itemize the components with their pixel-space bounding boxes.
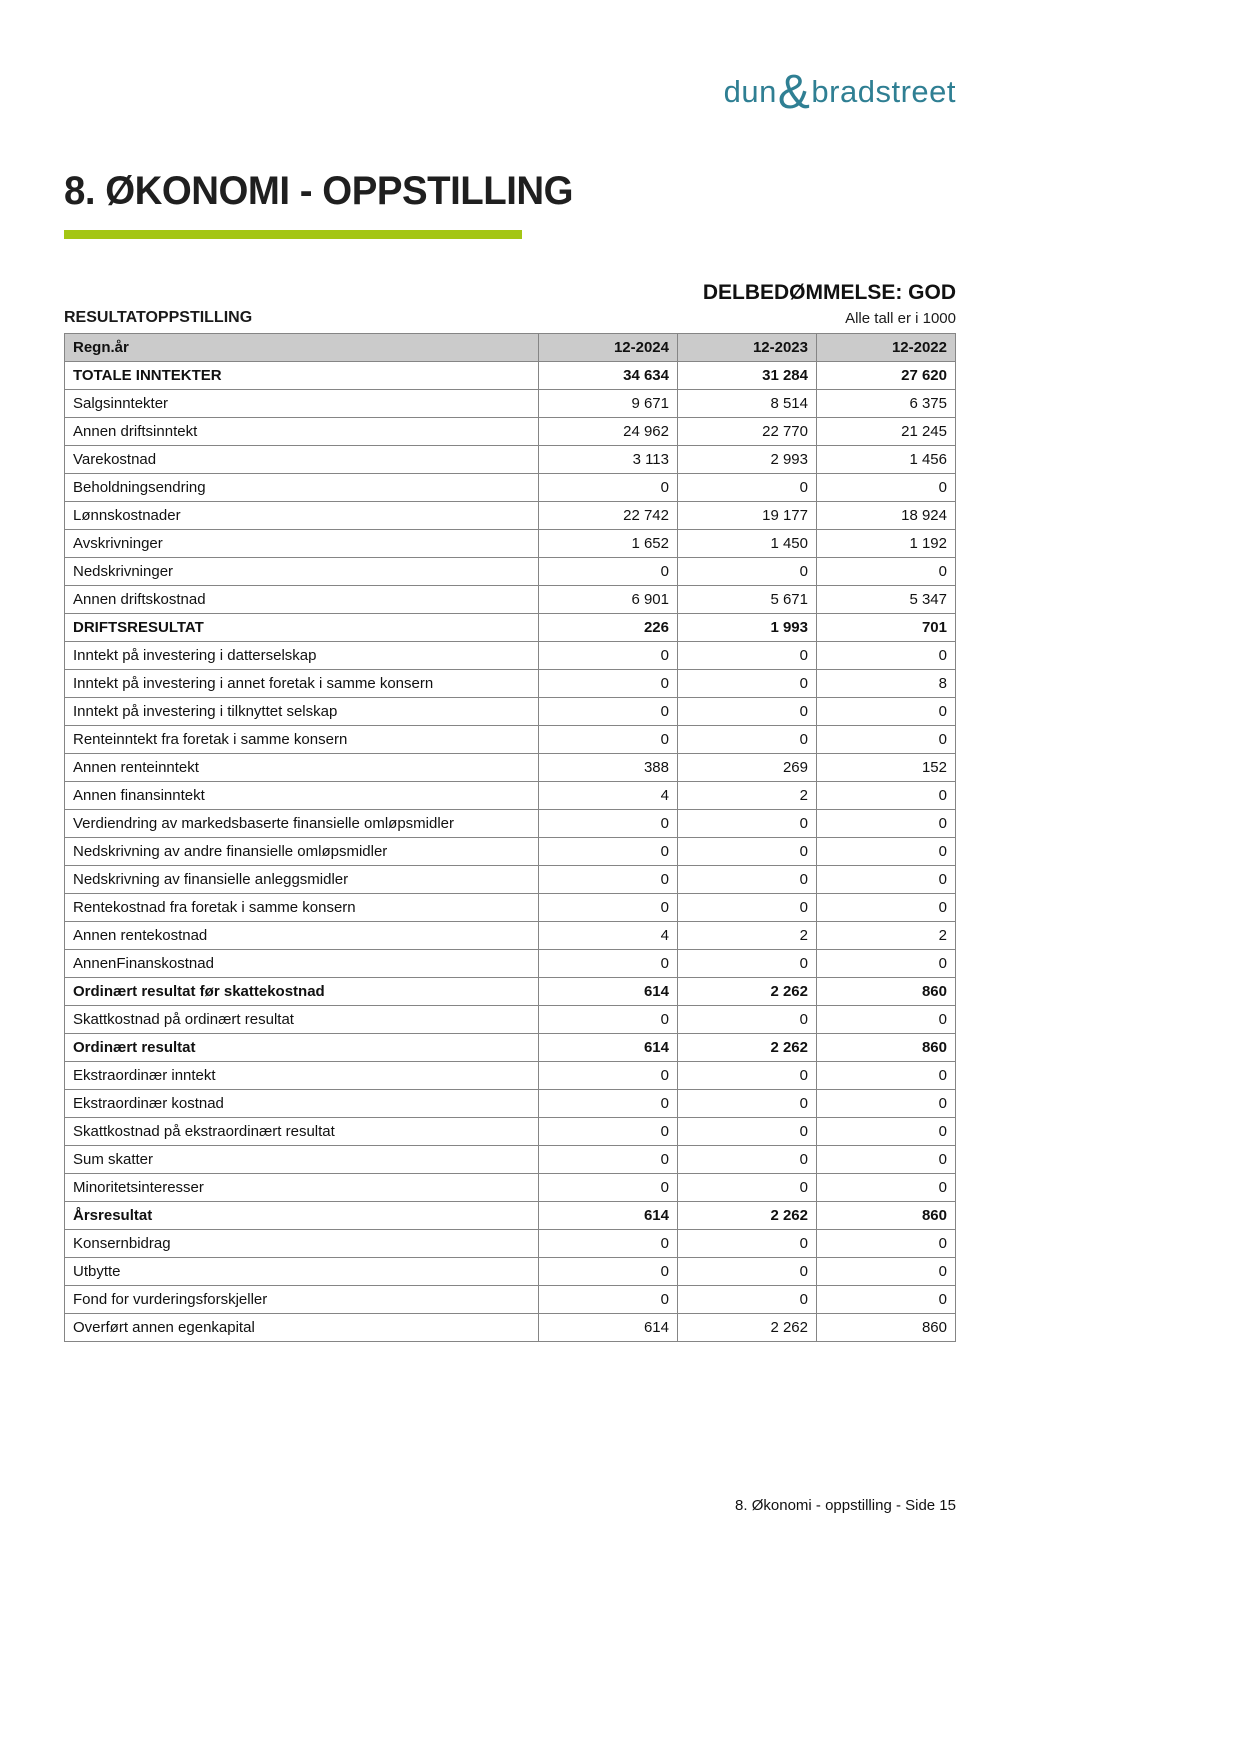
cell-value: 21 245	[817, 418, 956, 446]
table-row	[65, 894, 956, 922]
cell-value: 0	[817, 1118, 956, 1146]
row-label: Annen driftsinntekt	[65, 418, 539, 446]
cell-value: 0	[539, 894, 678, 922]
cell-value: 0	[817, 1230, 956, 1258]
table-row	[65, 642, 956, 670]
row-label: Ekstraordinær kostnad	[65, 1090, 539, 1118]
cell-value: 8	[817, 670, 956, 698]
table-row	[65, 1286, 956, 1314]
cell-value: 0	[678, 474, 817, 502]
table-row	[65, 922, 956, 950]
cell-value: 0	[817, 698, 956, 726]
cell-value: 701	[817, 614, 956, 642]
results-table	[64, 333, 956, 1342]
cell-value: 0	[539, 1062, 678, 1090]
cell-value: 0	[817, 1090, 956, 1118]
cell-value: 4	[539, 922, 678, 950]
cell-value: 0	[678, 866, 817, 894]
row-label: Verdiendring av markedsbaserte finansielle omløpsmidler	[65, 810, 539, 838]
row-label: Fond for vurderingsforskjeller	[65, 1286, 539, 1314]
cell-value: 2	[817, 922, 956, 950]
table-row	[65, 698, 956, 726]
cell-value: 0	[678, 1258, 817, 1286]
cell-value: 27 620	[817, 362, 956, 390]
cell-value: 0	[817, 1286, 956, 1314]
table-row	[65, 782, 956, 810]
cell-value: 614	[539, 978, 678, 1006]
table-row	[65, 446, 956, 474]
cell-value: 0	[678, 1146, 817, 1174]
cell-value: 0	[817, 558, 956, 586]
cell-value: 0	[539, 642, 678, 670]
cell-value: 2 262	[678, 1202, 817, 1230]
table-row	[65, 838, 956, 866]
table-row	[65, 614, 956, 642]
cell-value: 0	[817, 894, 956, 922]
cell-value: 5 671	[678, 586, 817, 614]
results-table-body	[65, 362, 956, 1342]
cell-value: 269	[678, 754, 817, 782]
table-row	[65, 1230, 956, 1258]
cell-value: 0	[817, 1258, 956, 1286]
cell-value: 0	[678, 1230, 817, 1258]
table-caption-row	[64, 309, 956, 327]
table-row	[65, 726, 956, 754]
column-header-2022: 12-2022	[817, 334, 956, 362]
cell-value: 0	[539, 726, 678, 754]
cell-value: 860	[817, 978, 956, 1006]
cell-value: 0	[817, 474, 956, 502]
cell-value: 1 192	[817, 530, 956, 558]
cell-value: 2 262	[678, 1314, 817, 1342]
row-label: Overført annen egenkapital	[65, 1314, 539, 1342]
cell-value: 860	[817, 1034, 956, 1062]
cell-value: 0	[539, 810, 678, 838]
row-label: Lønnskostnader	[65, 502, 539, 530]
cell-value: 1 652	[539, 530, 678, 558]
cell-value: 860	[817, 1202, 956, 1230]
row-label: TOTALE INNTEKTER	[65, 362, 539, 390]
row-label: Annen renteinntekt	[65, 754, 539, 782]
cell-value: 2	[678, 782, 817, 810]
title-underline-bar	[64, 230, 522, 239]
cell-value: 0	[539, 1146, 678, 1174]
cell-value: 0	[817, 782, 956, 810]
cell-value: 0	[817, 642, 956, 670]
cell-value: 3 113	[539, 446, 678, 474]
row-label: Nedskrivning av finansielle anleggsmidler	[65, 866, 539, 894]
column-header-2023: 12-2023	[678, 334, 817, 362]
cell-value: 31 284	[678, 362, 817, 390]
cell-value: 0	[539, 950, 678, 978]
table-row	[65, 362, 956, 390]
table-row	[65, 1314, 956, 1342]
cell-value: 24 962	[539, 418, 678, 446]
cell-value: 0	[539, 558, 678, 586]
table-row	[65, 978, 956, 1006]
table-row	[65, 1258, 956, 1286]
row-label: Nedskrivninger	[65, 558, 539, 586]
row-label: Inntekt på investering i annet foretak i samme konsern	[65, 670, 539, 698]
table-row	[65, 390, 956, 418]
cell-value: 0	[539, 1118, 678, 1146]
cell-value: 0	[678, 838, 817, 866]
column-header-regnaar: Regn.år	[65, 334, 539, 362]
cell-value: 0	[539, 866, 678, 894]
table-row	[65, 1174, 956, 1202]
cell-value: 0	[817, 726, 956, 754]
cell-value: 22 742	[539, 502, 678, 530]
cell-value: 0	[539, 838, 678, 866]
cell-value: 0	[539, 1230, 678, 1258]
table-row	[65, 950, 956, 978]
cell-value: 1 456	[817, 446, 956, 474]
table-row	[65, 754, 956, 782]
cell-value: 0	[817, 950, 956, 978]
cell-value: 0	[817, 838, 956, 866]
table-row	[65, 586, 956, 614]
row-label: AnnenFinanskostnad	[65, 950, 539, 978]
cell-value: 1 450	[678, 530, 817, 558]
cell-value: 1 993	[678, 614, 817, 642]
row-label: Ordinært resultat før skattekostnad	[65, 978, 539, 1006]
table-row	[65, 502, 956, 530]
row-label: Inntekt på investering i tilknyttet selskap	[65, 698, 539, 726]
cell-value: 614	[539, 1314, 678, 1342]
table-row	[65, 1118, 956, 1146]
table-row	[65, 1202, 956, 1230]
table-row	[65, 670, 956, 698]
cell-value: 2	[678, 922, 817, 950]
cell-value: 0	[817, 1006, 956, 1034]
cell-value: 0	[678, 1062, 817, 1090]
row-label: DRIFTSRESULTAT	[65, 614, 539, 642]
cell-value: 0	[678, 1090, 817, 1118]
cell-value: 0	[539, 1174, 678, 1202]
row-label: Annen driftskostnad	[65, 586, 539, 614]
table-row	[65, 558, 956, 586]
cell-value: 5 347	[817, 586, 956, 614]
table-title: RESULTATOPPSTILLING	[64, 309, 253, 326]
cell-value: 0	[539, 670, 678, 698]
table-row	[65, 810, 956, 838]
row-label: Konsernbidrag	[65, 1230, 539, 1258]
cell-value: 2 262	[678, 978, 817, 1006]
row-label: Beholdningsendring	[65, 474, 539, 502]
cell-value: 0	[539, 474, 678, 502]
dun-bradstreet-logo	[64, 0, 956, 117]
row-label: Årsresultat	[65, 1202, 539, 1230]
cell-value: 2 993	[678, 446, 817, 474]
row-label: Ekstraordinær inntekt	[65, 1062, 539, 1090]
cell-value: 6 901	[539, 586, 678, 614]
row-label: Sum skatter	[65, 1146, 539, 1174]
cell-value: 0	[817, 1146, 956, 1174]
cell-value: 0	[678, 642, 817, 670]
cell-value: 0	[539, 1258, 678, 1286]
cell-value: 34 634	[539, 362, 678, 390]
assessment-label: DELBEDØMMELSE: GOD	[702, 281, 956, 304]
row-label: Salgsinntekter	[65, 390, 539, 418]
cell-value: 2 262	[678, 1034, 817, 1062]
column-header-2024: 12-2024	[539, 334, 678, 362]
cell-value: 9 671	[539, 390, 678, 418]
row-label: Renteinntekt fra foretak i samme konsern	[65, 726, 539, 754]
row-label: Annen finansinntekt	[65, 782, 539, 810]
logo-word-dun: dun	[723, 74, 777, 109]
page-title: 8. ØKONOMI - OPPSTILLING	[64, 169, 574, 213]
content-area	[64, 0, 956, 1342]
row-label: Skattkostnad på ordinært resultat	[65, 1006, 539, 1034]
cell-value: 8 514	[678, 390, 817, 418]
cell-value: 388	[539, 754, 678, 782]
cell-value: 0	[678, 670, 817, 698]
cell-value: 614	[539, 1034, 678, 1062]
row-label: Minoritetsinteresser	[65, 1174, 539, 1202]
cell-value: 6 375	[817, 390, 956, 418]
table-row	[65, 1006, 956, 1034]
cell-value: 19 177	[678, 502, 817, 530]
cell-value: 0	[678, 558, 817, 586]
cell-value: 0	[539, 1006, 678, 1034]
cell-value: 0	[678, 698, 817, 726]
row-label: Ordinært resultat	[65, 1034, 539, 1062]
table-row	[65, 866, 956, 894]
table-row	[65, 1034, 956, 1062]
row-label: Avskrivninger	[65, 530, 539, 558]
cell-value: 0	[817, 866, 956, 894]
cell-value: 0	[539, 698, 678, 726]
row-label: Annen rentekostnad	[65, 922, 539, 950]
row-label: Inntekt på investering i datterselskap	[65, 642, 539, 670]
cell-value: 4	[539, 782, 678, 810]
cell-value: 0	[678, 1286, 817, 1314]
row-label: Skattkostnad på ekstraordinært resultat	[65, 1118, 539, 1146]
page-footer: 8. Økonomi - oppstilling - Side 15	[735, 1497, 956, 1514]
cell-value: 0	[678, 894, 817, 922]
table-row	[65, 474, 956, 502]
table-row	[65, 418, 956, 446]
cell-value: 152	[817, 754, 956, 782]
cell-value: 0	[678, 1006, 817, 1034]
row-label: Nedskrivning av andre finansielle omløpsmidler	[65, 838, 539, 866]
table-row	[65, 1062, 956, 1090]
cell-value: 0	[678, 1118, 817, 1146]
ampersand-icon: &	[777, 66, 811, 119]
row-label: Rentekostnad fra foretak i samme konsern	[65, 894, 539, 922]
cell-value: 18 924	[817, 502, 956, 530]
logo-word-bradstreet: bradstreet	[811, 74, 956, 109]
cell-value: 0	[539, 1286, 678, 1314]
cell-value: 226	[539, 614, 678, 642]
units-note: Alle tall er i 1000	[845, 310, 956, 327]
cell-value: 0	[678, 810, 817, 838]
table-header-row	[65, 334, 956, 362]
table-row	[65, 530, 956, 558]
cell-value: 860	[817, 1314, 956, 1342]
row-label: Utbytte	[65, 1258, 539, 1286]
table-row	[65, 1146, 956, 1174]
cell-value: 0	[817, 1174, 956, 1202]
cell-value: 0	[817, 1062, 956, 1090]
cell-value: 0	[678, 950, 817, 978]
cell-value: 614	[539, 1202, 678, 1230]
cell-value: 0	[817, 810, 956, 838]
cell-value: 0	[539, 1090, 678, 1118]
table-row	[65, 1090, 956, 1118]
row-label: Varekostnad	[65, 446, 539, 474]
cell-value: 0	[678, 1174, 817, 1202]
cell-value: 22 770	[678, 418, 817, 446]
cell-value: 0	[678, 726, 817, 754]
